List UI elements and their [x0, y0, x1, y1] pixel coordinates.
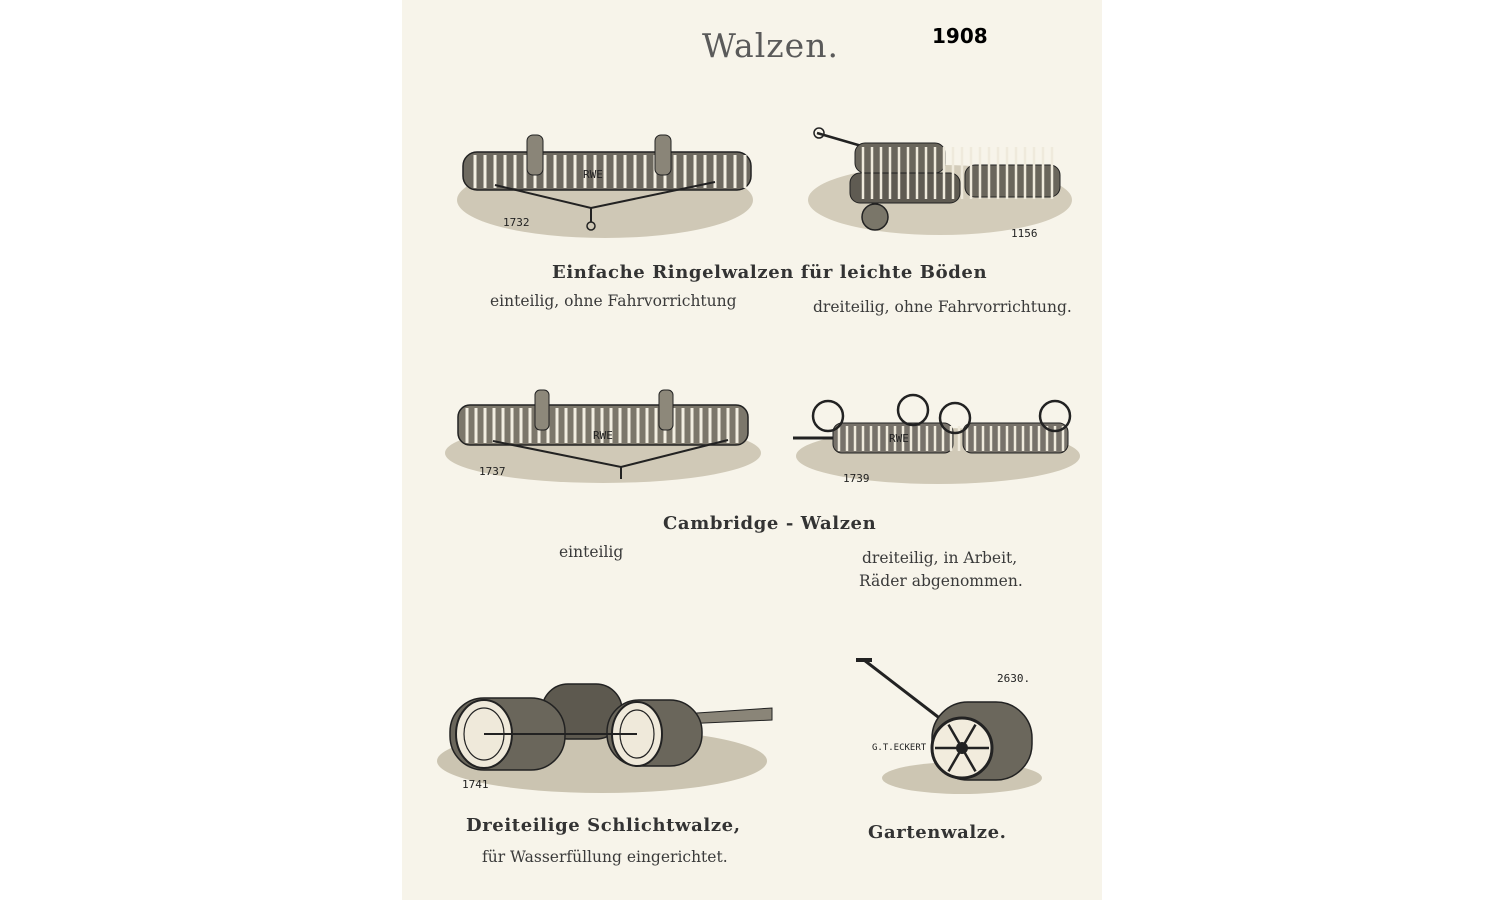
figure-number: 1737 [479, 465, 506, 478]
illustration-garden-roller [842, 650, 1042, 800]
caption-1732: einteilig, ohne Fahrvorrichtung [490, 292, 737, 310]
figure-number: 1741 [462, 778, 489, 791]
figure-number: 1732 [503, 216, 530, 229]
caption-1156: dreiteilig, ohne Fahrvorrichtung. [813, 298, 1072, 316]
caption-1741: für Wasserfüllung eingerichtet. [482, 848, 728, 866]
figure-number: 1156 [1011, 227, 1038, 240]
maker-mark: G.T.ECKERT [872, 743, 927, 753]
heading-smoothing-roller: Dreiteilige Schlichtwalze, [466, 815, 741, 836]
caption-1739-line1: dreiteilig, in Arbeit, [862, 549, 1018, 567]
figure-number: 2630. [997, 672, 1031, 685]
engraving-mark: RWE [593, 429, 613, 442]
caption-1737: einteilig [559, 543, 624, 561]
illustration-cambridge-roller-triple [793, 388, 1083, 488]
engraving-mark: RWE [889, 432, 909, 445]
year-label: 1908 [932, 24, 988, 48]
page-title: Walzen. [702, 26, 839, 65]
section-heading-cambridge: Cambridge - Walzen [663, 513, 877, 534]
caption-1739-line2: Räder abgenommen. [859, 572, 1023, 590]
figure-number: 1739 [843, 472, 870, 485]
illustration-ring-roller-single [455, 130, 760, 240]
engraving-mark: RWE [583, 168, 603, 181]
illustration-cambridge-roller-single [443, 385, 763, 485]
section-heading-ring-rollers: Einfache Ringelwalzen für leichte Böden [552, 262, 988, 283]
illustration-ring-roller-triple [805, 125, 1075, 245]
heading-garden-roller: Gartenwalze. [868, 822, 1007, 843]
illustration-smoothing-roller [432, 676, 777, 796]
